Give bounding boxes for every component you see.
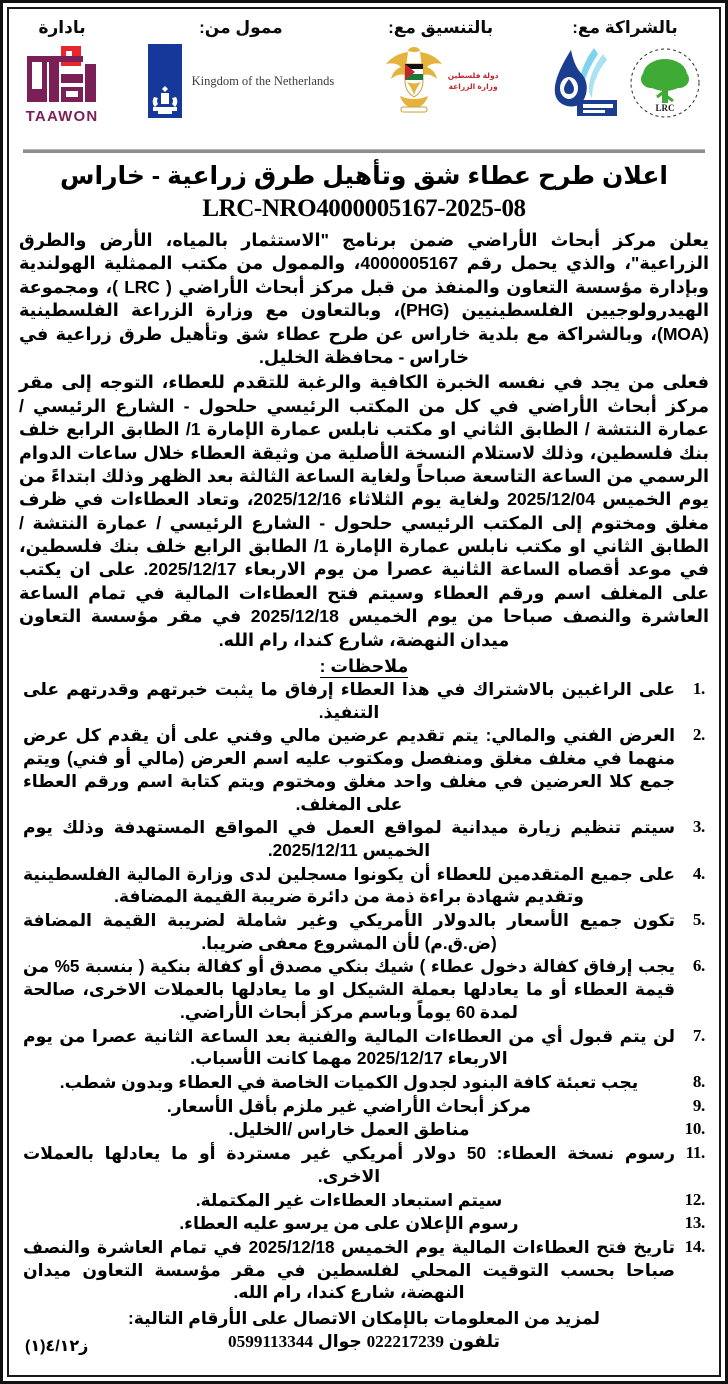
taawon-mark-icon (25, 44, 99, 106)
phone-number: 022217239 (366, 1332, 444, 1352)
netherlands-caption: Kingdom of the Netherlands (191, 73, 335, 88)
announcement-body (19, 229, 709, 1371)
sponsor-caption-partnership-with: بالشراكة مع: (572, 18, 678, 37)
note-item: يجب تعبئة كافة البنود لجدول الكميات الخاصة في العطاء وبدون شطب. (59, 1071, 639, 1092)
moa-state-label: دولة فلسطين (447, 71, 499, 80)
taawon-logo (25, 44, 99, 125)
note-item: العرض الفني والمالي: يتم تقديم عرضين مالي وفني على أن يقدم كل عرض منهما في مغلف مغلق ومنفصل ومكتوب عليه اسم العرض (مالي أو فني) ويتم جمع كلا العرضين في مغلف واحد مغلق ومختوم ويتم كتابة اسم ورقم العطاء على المغلف. (23, 725, 675, 814)
netherlands-logo (148, 44, 335, 118)
moa-ministry-label: وزارة الزراعة (448, 82, 498, 91)
taawon-wordmark: TAAWON (25, 108, 99, 125)
note-item: مناطق العمل خاراس /الخليل. (228, 1119, 470, 1140)
sponsor-caption-coordination-with: بالتنسيق مع: (388, 18, 494, 37)
intro-paragraph: يعلن مركز أبحاث الأراضي ضمن برنامج "الاستثمار بالمياه، الأرض والطرق الزراعية"، والذي يحمل رقم 4000005167، والممول من مكتب الممثلية الهولندية وبإدارة مؤسسة التعاون والمنفذ من قبل مركز أبحاث الأراضي ( LRC )، ومجموعة الهيدرولوجيين الفلسطينيين (PHG)، وبالتعاون مع وزارة الزراعة الفلسطينية (MOA)، وبالشراكة مع بلدية خاراس عن طرح عطاء شق وتأهيل طرق زراعية في خاراس - محافظة الخليل. (19, 230, 709, 367)
palestine-moa-logo (383, 44, 499, 118)
lrc-logo (627, 45, 703, 121)
note-item: على جميع المتقدمين للعطاء أن يكونوا مسجلين لدى وزارة المالية الفلسطينية وتقديم شهادة براءة ذمة من دائرة ضريبة القيمة المضافة. (23, 863, 675, 907)
sponsor-caption-managed-by: بادارة (38, 18, 86, 37)
sponsor-logo-band (19, 15, 709, 147)
phg-logo (547, 44, 617, 122)
note-item: مركز أبحاث الأراضي غير ملزم بأقل الأسعار. (166, 1095, 532, 1116)
mobile-label: جوال (317, 1331, 362, 1352)
sponsor-group-managed-by (25, 18, 99, 125)
more-info-line: لمزيد من المعلومات بالإمكان الاتصال على الأرقام التالية: (128, 1308, 600, 1329)
tender-reference-number: LRC-NRO4000005167-2025-08 (202, 195, 526, 222)
note-item: رسوم نسخة العطاء: 50 دولار أمريكي غير مستردة أو ما يعادلها بالعملات الاخرى. (23, 1143, 675, 1186)
phone-label: تلفون (448, 1331, 500, 1352)
netherlands-crest-icon (148, 44, 182, 118)
notes-heading (19, 656, 709, 677)
svg-text:LRC: LRC (655, 103, 675, 113)
contact-numbers (228, 1330, 500, 1353)
submission-paragraph: فعلى من يجد في نفسه الخبرة الكافية والرغبة للتقدم للعطاء، التوجه إلى مقر مركز أبحاث الأراضي في كل من المكتب الرئيسي حلحول - الشارع الرئيسي / عمارة النتشة / الطابق الثاني او مكتب نابلس عمارة الإمارة 1/ الطابق الرابع خلف بنك فلسطين، وذلك لاستلام النسخة الأصلية من وثيقة العطاء خلال ساعات الدوام الرسمي من الساعة التاسعة صباحاً ولغاية الساعة الثالثة بعد الظهر وذلك ابتداءً من يوم الخميس 2025/12/04 ولغاية يوم الثلاثاء 2025/12/16، وتعاد العطاءات في ظرف مغلق ومختوم إلى المكتب الرئيسي حلحول - الشارع الرئيسي / عمارة النتشة / الطابق الثاني او مكتب نابلس عمارة الإمارة 1/ الطابق الرابع خلف بنك فلسطين، في موعد أقصاه الساعة الثانية عصرا من يوم الاربعاء 2025/12/17. على ان يكتب على المغلف اسم ورقم العطاء وسيتم فتح العطاءات المالية في تمام الساعة العاشرة والنصف صباحا من يوم الخميس 2025/12/18 في مقر مؤسسة التعاون ميدان النهضة، شارع كندا، رام الله. (19, 372, 709, 650)
sponsor-group-funded-by (148, 18, 335, 118)
notes-heading-text: ملاحظات : (319, 656, 409, 677)
note-item: لن يتم قبول أي من العطاءات المالية والفنية بعد الساعة الثانية عصرا من يوم الاربعاء 2025/12/17 مهما كانت الأسباب. (23, 1025, 675, 1069)
note-item: تاريخ فتح العطاءات المالية يوم الخميس 2025/12/18 في تمام العاشرة والنصف صباحا بحسب التوقيت المحلي لفلسطين في مقر مؤسسة التعاون ميدان النهضة، شارع كندا، رام الله. (23, 1236, 675, 1303)
publication-code: ز٤/١٢(١) (25, 1337, 89, 1355)
moa-text-block (448, 71, 499, 91)
page-title: اعلان طرح عطاء شق وتأهيل طرق زراعية - خاراس (60, 162, 668, 190)
palestine-eagle-icon (383, 44, 445, 118)
contact-numbers-row (19, 1330, 709, 1353)
header-divider (23, 149, 705, 153)
note-item: على الراغبين بالاشتراك في هذا العطاء إرفاق ما يثبت خبرتهم وقدرتهم على التنفيذ. (23, 679, 675, 722)
note-item: سيتم استبعاد العطاءات غير المكتملة. (195, 1189, 503, 1210)
note-item: رسوم الإعلان على من يرسو عليه العطاء. (179, 1213, 519, 1234)
note-item: تكون جميع الأسعار بالدولار الأمريكي وغير شاملة لضريبة القيمة المضافة (ض.ق.م) لأن المشروع معفى ضريبا. (23, 910, 675, 953)
notes-list (19, 678, 709, 1305)
sponsor-group-partnership-with (547, 18, 703, 122)
note-item: سيتم تنظيم زيارة ميدانية لمواقع العمل في المواقع المستهدفة وذلك يوم الخميس 2025/12/11. (23, 817, 675, 860)
page-inner-frame (7, 7, 721, 1377)
note-item: يجب إرفاق كفالة دخول عطاء ) شيك بنكي مصدق أو كفالة بنكية ( بنسبة 5% من قيمة العطاء أو ما يعادلها بعملة الشيكل او ما يعادلها بالعملات الاخرى، صالحة لمدة 60 يوماً وباسم مركز أبحاث الأراضي. (23, 956, 675, 1022)
sponsor-caption-funded-by: ممول من: (199, 18, 283, 37)
mobile-number: 0599113344 (228, 1332, 314, 1352)
sponsor-group-coordination-with (383, 18, 499, 118)
contact-footer (19, 1307, 709, 1354)
